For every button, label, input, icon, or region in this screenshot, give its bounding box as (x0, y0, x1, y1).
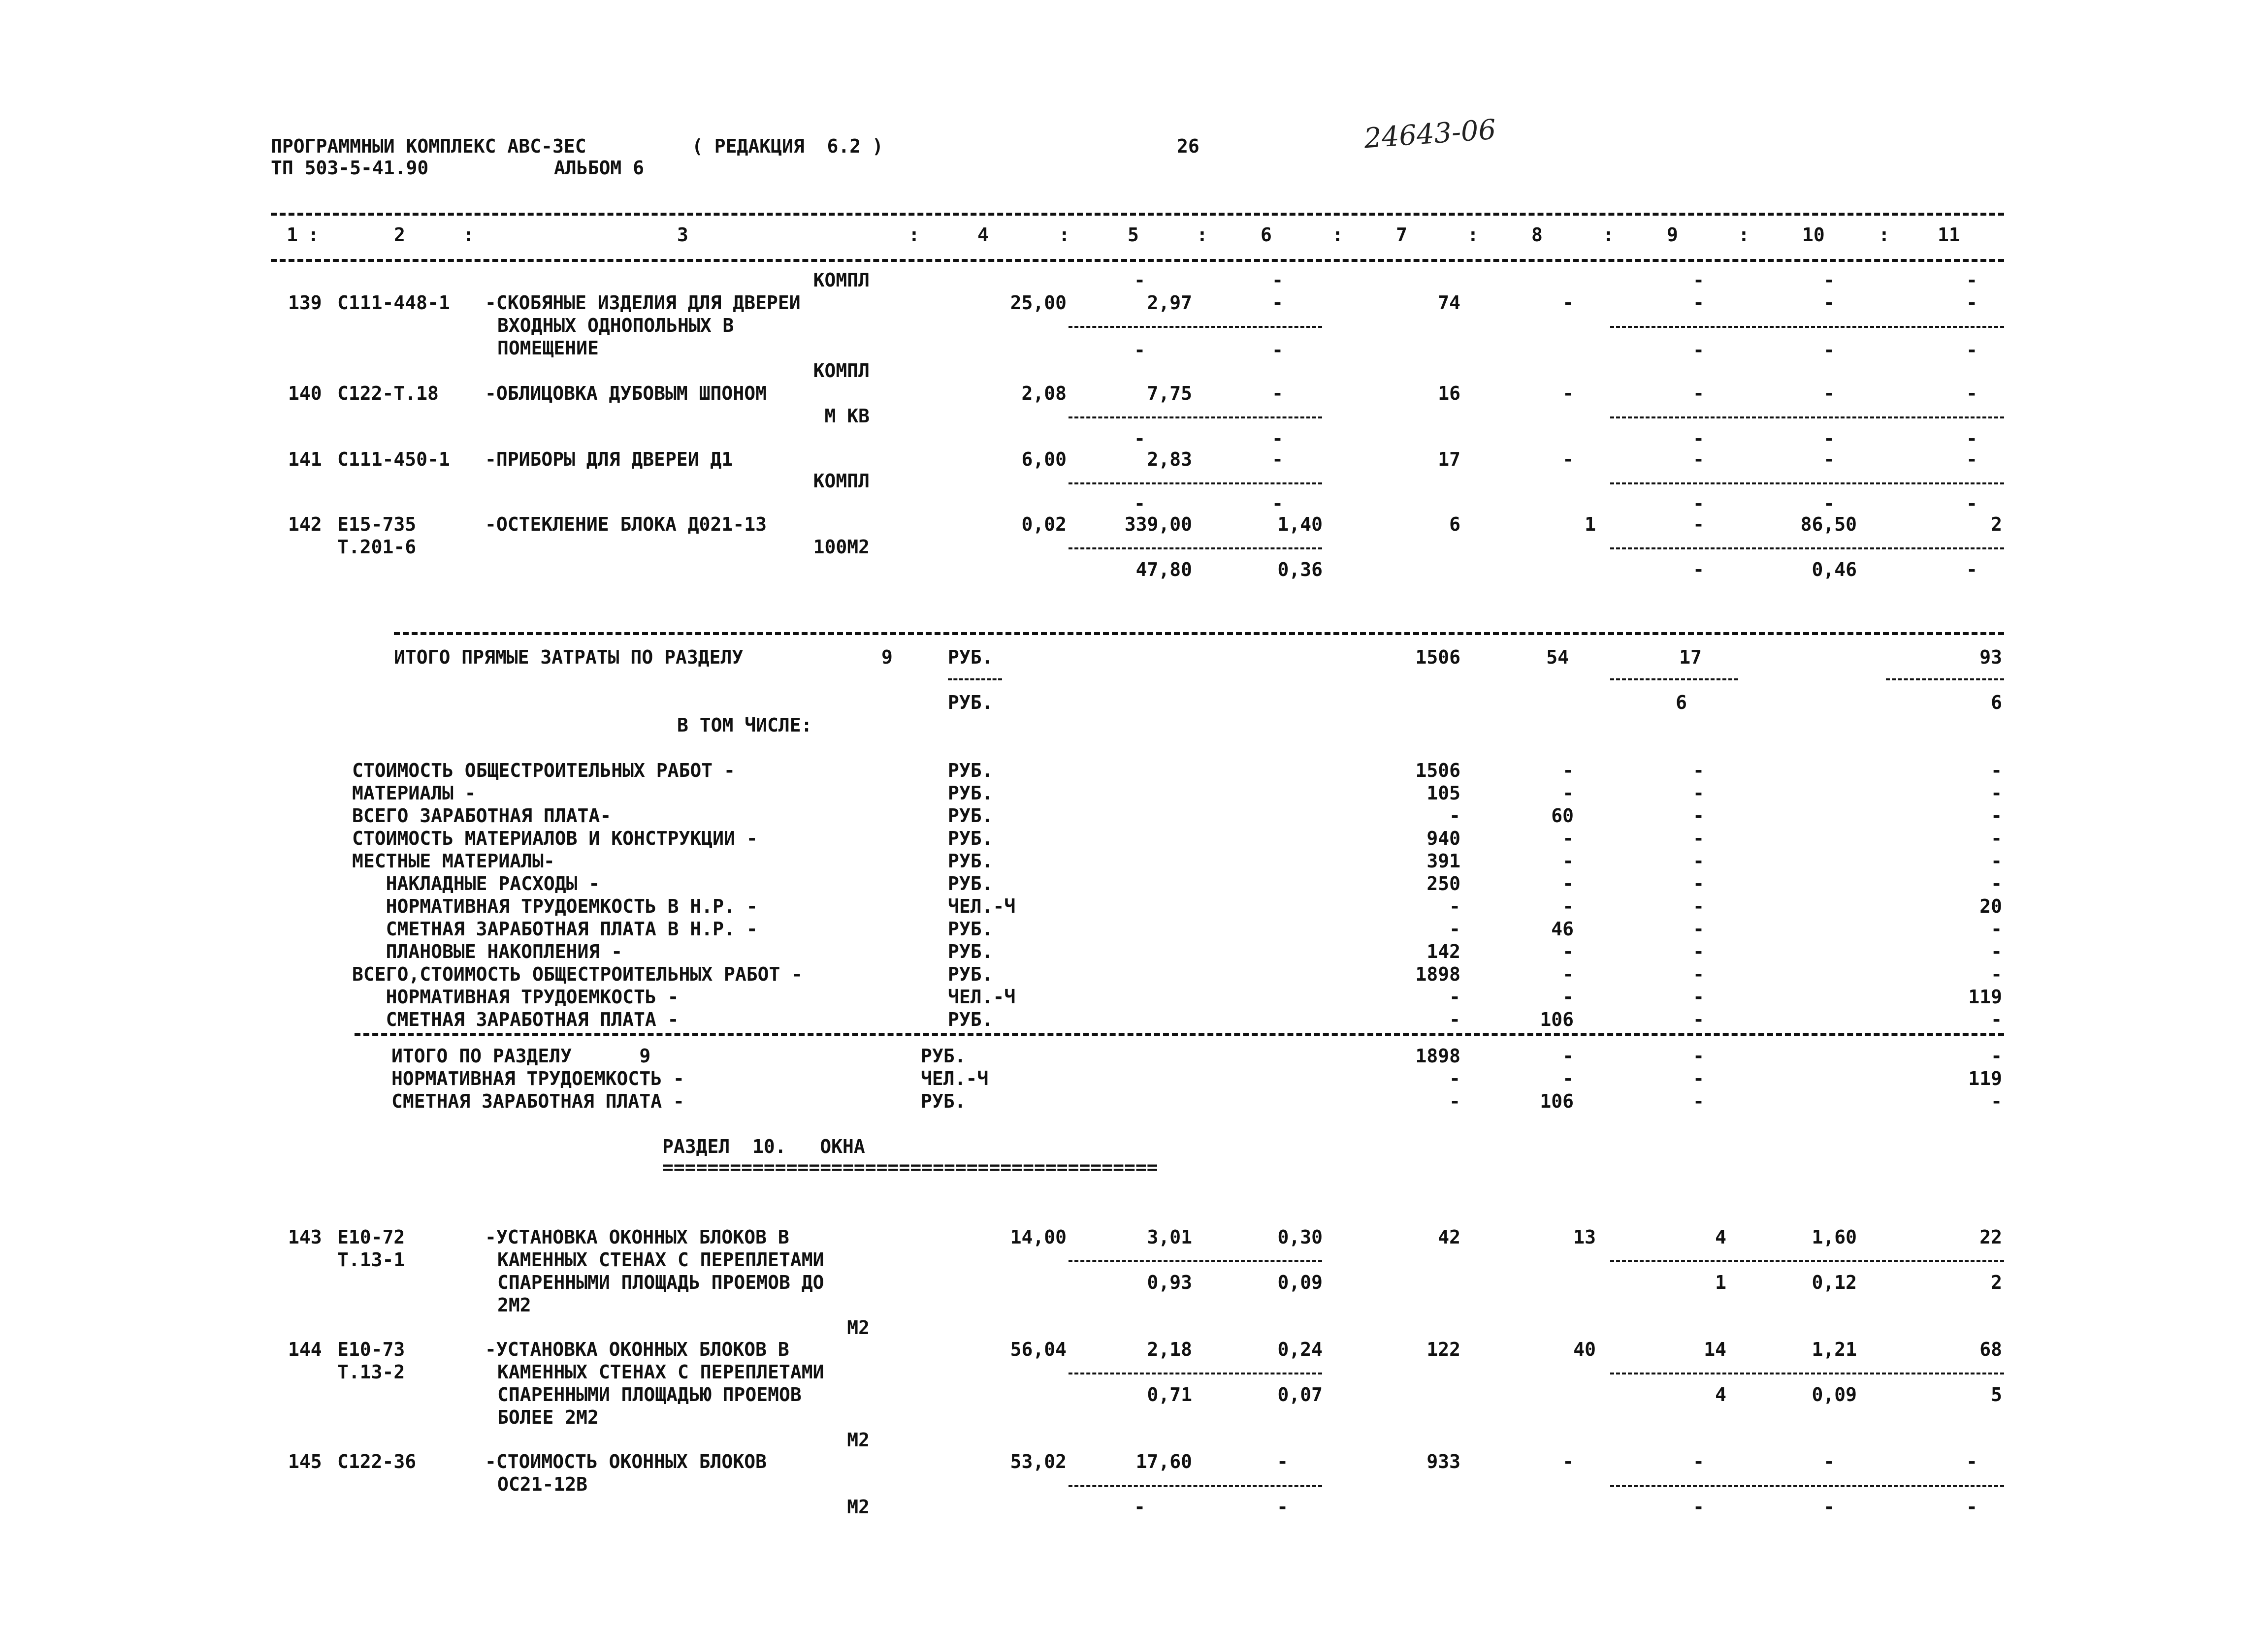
col-sep: : (1603, 224, 1614, 246)
cell-c9: 17 (1679, 646, 1702, 668)
cell-c5: 2,83 (1147, 448, 1192, 470)
summary-label: ВСЕГО ЗАРАБОТНАЯ ПЛАТА- (352, 805, 612, 827)
cell-c11: - (1966, 559, 1977, 580)
unit: РУБ. (948, 873, 993, 894)
cell-c8: - (1562, 448, 1574, 470)
row-number: 140 (288, 383, 322, 404)
cell-c9: - (1693, 1496, 1704, 1518)
subtotal-rule (1610, 678, 1738, 680)
col-sep: : (1059, 224, 1070, 246)
col-header-7: 7 (1396, 224, 1407, 246)
cell-c9: - (1693, 1451, 1704, 1472)
cell-c11: - (1966, 339, 1977, 361)
unit: 100М2 (813, 536, 870, 558)
cell-c6: 1,40 (1277, 513, 1323, 535)
col-sep: : (1738, 224, 1750, 246)
cell-c5: - (1134, 269, 1145, 291)
subtotal-rule (1610, 1373, 2004, 1374)
col-sep: : (1467, 224, 1479, 246)
unit: ЧЕЛ.-Ч (921, 1068, 989, 1089)
col-header-11: 11 (1938, 224, 1960, 246)
cell-c11: - (1991, 1045, 2002, 1067)
cell-c11: 119 (1968, 1068, 2002, 1089)
cell-c7: 42 (1438, 1226, 1460, 1248)
row-code-reference: Т.13-1 (337, 1249, 405, 1271)
cell-c8: - (1562, 760, 1574, 781)
cell-c10: 0,46 (1812, 559, 1857, 580)
cell-c4: 2,08 (1021, 383, 1067, 404)
cell-c7: 250 (1426, 873, 1460, 894)
row-description: -СТОИМОСТЬ ОКОННЫХ БЛОКОВ (485, 1451, 767, 1472)
cell-c11: 68 (1979, 1339, 2002, 1360)
row-code-reference: Т.13-2 (337, 1361, 405, 1383)
row-description: КАМЕННЫХ СТЕНАХ С ПЕРЕПЛЕТАМИ (497, 1361, 824, 1383)
cell-c11: - (1991, 1090, 2002, 1112)
cell-c6: 0,09 (1277, 1272, 1323, 1293)
cell-c6: - (1272, 383, 1283, 404)
program-edition: ( РЕДАКЦИЯ 6.2 ) (692, 135, 883, 157)
cell-c11: - (1991, 760, 2002, 781)
cell-c7: 17 (1438, 448, 1460, 470)
unit: РУБ. (948, 692, 993, 713)
section-total-rule (394, 632, 2004, 635)
cell-c11: - (1991, 782, 2002, 804)
summary-label: НОРМАТИВНАЯ ТРУДОЕМКОСТЬ - (391, 1068, 684, 1089)
cell-c11: 5 (1991, 1384, 2002, 1405)
unit: М2 (847, 1496, 870, 1518)
cell-c8: 1 (1585, 513, 1596, 535)
col-sep: : (908, 224, 920, 246)
cell-c8: 60 (1551, 805, 1574, 827)
unit: РУБ. (948, 963, 993, 985)
subtotal-rule (1610, 482, 2004, 484)
cell-c11: - (1966, 1496, 1977, 1518)
summary-label: НОРМАТИВНАЯ ТРУДОЕМКОСТЬ В Н.Р. - (352, 895, 758, 917)
cell-c7: 391 (1426, 850, 1460, 872)
cell-c11: - (1966, 383, 1977, 404)
row-code: Е10-73 (337, 1339, 405, 1360)
cell-c11: 6 (1991, 692, 2002, 713)
cell-c8: - (1562, 986, 1574, 1008)
cell-c11: - (1991, 850, 2002, 872)
unit: ЧЕЛ.-Ч (948, 986, 1016, 1008)
table-header-rule (271, 259, 2004, 262)
cell-c11: 93 (1979, 646, 2002, 668)
row-code: С111-450-1 (337, 448, 450, 470)
cell-c4: 6,00 (1021, 448, 1067, 470)
cell-c7: 74 (1438, 292, 1460, 314)
summary-label: СМЕТНАЯ ЗАРАБОТНАЯ ПЛАТА - (391, 1090, 684, 1112)
cell-c9: 14 (1704, 1339, 1726, 1360)
cell-c5: 7,75 (1147, 383, 1192, 404)
cell-c6: - (1272, 448, 1283, 470)
cell-c4: 56,04 (1010, 1339, 1067, 1360)
cell-c9: - (1693, 383, 1704, 404)
cell-c11: 22 (1979, 1226, 2002, 1248)
unit: РУБ. (948, 805, 993, 827)
col-sep: : (1197, 224, 1208, 246)
cell-c6: - (1272, 269, 1283, 291)
cell-c9: - (1693, 963, 1704, 985)
cell-c11: - (1966, 292, 1977, 314)
row-description: СПАРЕННЫМИ ПЛОЩАДЬ ПРОЕМОВ ДО (497, 1272, 824, 1293)
cell-c11: 119 (1968, 986, 2002, 1008)
row-number: 143 (288, 1226, 322, 1248)
cell-c5: 0,71 (1147, 1384, 1192, 1405)
cell-c11: - (1991, 828, 2002, 849)
row-code: Е15-735 (337, 513, 417, 535)
cell-c7: 6 (1449, 513, 1460, 535)
cell-c7: 1506 (1415, 760, 1460, 781)
summary-label: СМЕТНАЯ ЗАРАБОТНАЯ ПЛАТА В Н.Р. - (352, 918, 758, 940)
cell-c5: 47,80 (1135, 559, 1192, 580)
cell-c9: - (1693, 873, 1704, 894)
unit: РУБ. (921, 1090, 966, 1112)
row-code: С122-36 (337, 1451, 417, 1472)
unit: РУБ. (921, 1045, 966, 1067)
cell-c9: - (1693, 895, 1704, 917)
cell-c10: - (1823, 428, 1835, 449)
row-description: 2М2 (497, 1294, 531, 1316)
cell-c9: - (1693, 918, 1704, 940)
row-number: 139 (288, 292, 322, 314)
summary-label: ПЛАНОВЫЕ НАКОПЛЕНИЯ - (352, 941, 623, 962)
row-description: -СКОБЯНЫЕ ИЗДЕЛИЯ ДЛЯ ДВЕРЕИ (485, 292, 801, 314)
cell-c7: 933 (1426, 1451, 1460, 1472)
row-description: ВХОДНЫХ ОДНОПОЛЬНЫХ В (497, 315, 734, 336)
cell-c10: - (1823, 292, 1835, 314)
cell-c10: 86,50 (1800, 513, 1857, 535)
cell-c8: - (1562, 963, 1574, 985)
summary-label: НОРМАТИВНАЯ ТРУДОЕМКОСТЬ - (352, 986, 679, 1008)
row-number: 144 (288, 1339, 322, 1360)
cell-c6: 0,36 (1277, 559, 1323, 580)
cell-c11: - (1991, 918, 2002, 940)
summary-label: МАТЕРИАЛЫ - (352, 782, 476, 804)
row-description: ПОМЕЩЕНИЕ (497, 337, 599, 359)
subtotal-rule (1886, 678, 2004, 680)
cell-c6: - (1277, 1451, 1288, 1472)
program-name: ПРОГРАММНЫИ КОМПЛЕКС АВС-ЗЕС (271, 135, 586, 157)
row-description: ОС21-12В (497, 1473, 588, 1495)
cell-c5: 2,18 (1147, 1339, 1192, 1360)
col-header-3: 3 (677, 224, 688, 246)
cell-c8: - (1562, 895, 1574, 917)
cell-c6: - (1272, 292, 1283, 314)
unit: РУБ. (948, 1009, 993, 1030)
subtotal-rule (1069, 416, 1322, 418)
section-number: 9 (881, 646, 893, 668)
cell-c7: - (1449, 1090, 1460, 1112)
row-code: Е10-72 (337, 1226, 405, 1248)
subtotal-rule (1610, 326, 2004, 328)
cell-c8: - (1562, 782, 1574, 804)
cell-c11: 2 (1991, 1272, 2002, 1293)
col-sep: : (1879, 224, 1890, 246)
section-total-label: ИТОГО ПРЯМЫЕ ЗАТРАТЫ ПО РАЗДЕЛУ (394, 646, 744, 668)
table-top-rule (271, 213, 2004, 216)
col-sep: : (463, 224, 474, 246)
col-header-10: 10 (1802, 224, 1825, 246)
including-heading: В ТОМ ЧИСЛЕ: (677, 714, 812, 736)
cell-c5: 3,01 (1147, 1226, 1192, 1248)
row-number: 141 (288, 448, 322, 470)
cell-c7: - (1449, 805, 1460, 827)
cell-c9: - (1693, 941, 1704, 962)
cell-c9: - (1693, 513, 1704, 535)
summary-label: ВСЕГО,СТОИМОСТЬ ОБЩЕСТРОИТЕЛЬНЫХ РАБОТ - (352, 963, 803, 985)
subtotal-rule (1610, 416, 2004, 418)
cell-c9: - (1693, 339, 1704, 361)
unit: ЧЕЛ.-Ч (948, 895, 1016, 917)
cell-c8: - (1562, 828, 1574, 849)
cell-c9: - (1693, 760, 1704, 781)
cell-c9: - (1693, 292, 1704, 314)
row-description: -УСТАНОВКА ОКОННЫХ БЛОКОВ В (485, 1226, 789, 1248)
cell-c4: 14,00 (1010, 1226, 1067, 1248)
cell-c7: 142 (1426, 941, 1460, 962)
cell-c6: - (1272, 339, 1283, 361)
cell-c5: 17,60 (1135, 1451, 1192, 1472)
cell-c9: - (1693, 828, 1704, 849)
cell-c9: - (1693, 805, 1704, 827)
cell-c7: - (1449, 986, 1460, 1008)
cell-c7: 105 (1426, 782, 1460, 804)
cell-c9: 4 (1715, 1384, 1726, 1405)
cell-c9: - (1693, 1009, 1704, 1030)
unit: КОМПЛ (813, 269, 870, 291)
cell-c11: - (1966, 1451, 1977, 1472)
cell-c8: 106 (1540, 1009, 1574, 1030)
cell-c8: 40 (1573, 1339, 1596, 1360)
cell-c9: - (1693, 986, 1704, 1008)
cell-c9: - (1693, 269, 1704, 291)
col-header-8: 8 (1531, 224, 1543, 246)
cell-c11: - (1966, 269, 1977, 291)
cell-c5: 339,00 (1124, 513, 1192, 535)
row-code: С111-448-1 (337, 292, 450, 314)
cell-c10: 1,60 (1812, 1226, 1857, 1248)
cell-c6: - (1272, 493, 1283, 514)
cell-c5: - (1134, 339, 1145, 361)
cell-c9: - (1693, 493, 1704, 514)
cell-c11: 2 (1991, 513, 2002, 535)
unit: М2 (847, 1317, 870, 1339)
cell-c9: 4 (1715, 1226, 1726, 1248)
unit: КОМПЛ (813, 470, 870, 492)
subtotal-rule (1610, 547, 2004, 549)
cell-c9: 1 (1715, 1272, 1726, 1293)
cell-c5: - (1134, 493, 1145, 514)
section-heading: РАЗДЕЛ 10. ОКНА (662, 1136, 865, 1157)
cell-c5: - (1134, 428, 1145, 449)
cell-c9: - (1693, 1068, 1704, 1089)
subtotal-rule (1069, 1260, 1322, 1262)
project-code: ТП 503-5-41.90 (271, 157, 429, 179)
unit: РУБ. (948, 646, 993, 668)
cell-c10: - (1823, 1451, 1835, 1472)
summary-label: СТОИМОСТЬ ОБЩЕСТРОИТЕЛЬНЫХ РАБОТ - (352, 760, 735, 781)
subtotal-rule (1069, 482, 1322, 484)
cell-c6: - (1272, 428, 1283, 449)
subtotal-rule (1610, 1260, 2004, 1262)
cell-c11: - (1966, 448, 1977, 470)
cell-c10: - (1823, 1496, 1835, 1518)
cell-c8: - (1562, 383, 1574, 404)
col-sep: : (1332, 224, 1343, 246)
row-code: С122-Т.18 (337, 383, 439, 404)
unit: РУБ. (948, 782, 993, 804)
cell-c9: 6 (1676, 692, 1687, 713)
cell-c6: 0,07 (1277, 1384, 1323, 1405)
cell-c5: - (1134, 1496, 1145, 1518)
row-description: СПАРЕННЫМИ ПЛОЩАДЬЮ ПРОЕМОВ (497, 1384, 802, 1405)
page-number: 26 (1177, 135, 1199, 157)
cell-c10: 0,09 (1812, 1384, 1857, 1405)
cell-c11: - (1991, 805, 2002, 827)
summary-label: ИТОГО ПО РАЗДЕЛУ 9 (391, 1045, 651, 1067)
cell-c11: - (1966, 493, 1977, 514)
cell-c7: - (1449, 1068, 1460, 1089)
cell-c9: - (1693, 782, 1704, 804)
cell-c10: - (1823, 269, 1835, 291)
cell-c7: - (1449, 1009, 1460, 1030)
cell-c10: - (1823, 493, 1835, 514)
cell-c7: 122 (1426, 1339, 1460, 1360)
col-header-6: 6 (1261, 224, 1272, 246)
col-header-5: 5 (1128, 224, 1139, 246)
row-description: КАМЕННЫХ СТЕНАХ С ПЕРЕПЛЕТАМИ (497, 1249, 824, 1271)
cell-c8: - (1562, 292, 1574, 314)
section-final-rule (355, 1033, 2004, 1036)
row-description: -ОБЛИЦОВКА ДУБОВЫМ ШПОНОМ (485, 383, 767, 404)
row-description: -ОСТЕКЛЕНИЕ БЛОКА Д021-13 (485, 513, 767, 535)
col-header-1: 1 (287, 224, 298, 246)
unit: КОМПЛ (813, 360, 870, 382)
cell-c9: - (1693, 1045, 1704, 1067)
subtotal-rule (948, 678, 1002, 680)
summary-label: МЕСТНЫЕ МАТЕРИАЛЫ- (352, 850, 555, 872)
unit: РУБ. (948, 828, 993, 849)
row-description: -УСТАНОВКА ОКОННЫХ БЛОКОВ В (485, 1339, 789, 1360)
cell-c11: - (1991, 941, 2002, 962)
cell-c8: 13 (1573, 1226, 1596, 1248)
handwritten-note: 24643-06 (1363, 113, 1497, 155)
cell-c9: - (1693, 850, 1704, 872)
subtotal-rule (1069, 547, 1322, 549)
row-code-reference: Т.201-6 (337, 536, 417, 558)
cell-c8: - (1562, 1068, 1574, 1089)
cell-c9: - (1693, 559, 1704, 580)
cell-c11: - (1991, 873, 2002, 894)
cell-c7: 940 (1426, 828, 1460, 849)
cell-c10: - (1823, 339, 1835, 361)
cell-c7: 1506 (1415, 646, 1460, 668)
cell-c9: - (1693, 448, 1704, 470)
row-number: 145 (288, 1451, 322, 1472)
cell-c6: 0,30 (1277, 1226, 1323, 1248)
cell-c8: - (1562, 873, 1574, 894)
cell-c11: 20 (1979, 895, 2002, 917)
cell-c11: - (1966, 428, 1977, 449)
cell-c9: - (1693, 428, 1704, 449)
cell-c5: 2,97 (1147, 292, 1192, 314)
cell-c8: - (1562, 941, 1574, 962)
cell-c10: 1,21 (1812, 1339, 1857, 1360)
col-header-4: 4 (977, 224, 989, 246)
cell-c9: - (1693, 1090, 1704, 1112)
cell-c4: 25,00 (1010, 292, 1067, 314)
col-header-2: 2 (394, 224, 405, 246)
cell-c5: 0,93 (1147, 1272, 1192, 1293)
cell-c7: 1898 (1415, 963, 1460, 985)
summary-label: НАКЛАДНЫЕ РАСХОДЫ - (352, 873, 600, 894)
subtotal-rule (1069, 1373, 1322, 1374)
col-sep: : (308, 224, 319, 246)
cell-c6: 0,24 (1277, 1339, 1323, 1360)
cell-c10: 0,12 (1812, 1272, 1857, 1293)
cell-c7: 1898 (1415, 1045, 1460, 1067)
unit: М КВ (824, 405, 870, 427)
cell-c10: - (1823, 448, 1835, 470)
cell-c11: - (1991, 1009, 2002, 1030)
unit: РУБ. (948, 941, 993, 962)
cell-c4: 53,02 (1010, 1451, 1067, 1472)
cell-c8: 54 (1546, 646, 1569, 668)
cell-c8: 106 (1540, 1090, 1574, 1112)
col-header-9: 9 (1667, 224, 1678, 246)
cell-c8: - (1562, 1451, 1574, 1472)
unit: М2 (847, 1429, 870, 1451)
cell-c6: - (1277, 1496, 1288, 1518)
cell-c4: 0,02 (1021, 513, 1067, 535)
cell-c10: - (1823, 383, 1835, 404)
summary-label: СТОИМОСТЬ МАТЕРИАЛОВ И КОНСТРУКЦИИ - (352, 828, 758, 849)
subtotal-rule (1069, 326, 1322, 328)
row-description: -ПРИБОРЫ ДЛЯ ДВЕРЕИ Д1 (485, 448, 733, 470)
subtotal-rule (1069, 1485, 1322, 1487)
cell-c11: - (1991, 963, 2002, 985)
cell-c8: - (1562, 1045, 1574, 1067)
cell-c7: 16 (1438, 383, 1460, 404)
cell-c8: 46 (1551, 918, 1574, 940)
row-description: БОЛЕЕ 2М2 (497, 1406, 599, 1428)
album-label: АЛЬБОМ 6 (554, 157, 645, 179)
summary-label: СМЕТНАЯ ЗАРАБОТНАЯ ПЛАТА - (352, 1009, 679, 1030)
cell-c7: - (1449, 895, 1460, 917)
section-heading-underline: ============================================ (662, 1156, 1158, 1178)
unit: РУБ. (948, 918, 993, 940)
cell-c7: - (1449, 918, 1460, 940)
subtotal-rule (1610, 1485, 2004, 1487)
unit: РУБ. (948, 760, 993, 781)
cell-c8: - (1562, 850, 1574, 872)
row-number: 142 (288, 513, 322, 535)
unit: РУБ. (948, 850, 993, 872)
